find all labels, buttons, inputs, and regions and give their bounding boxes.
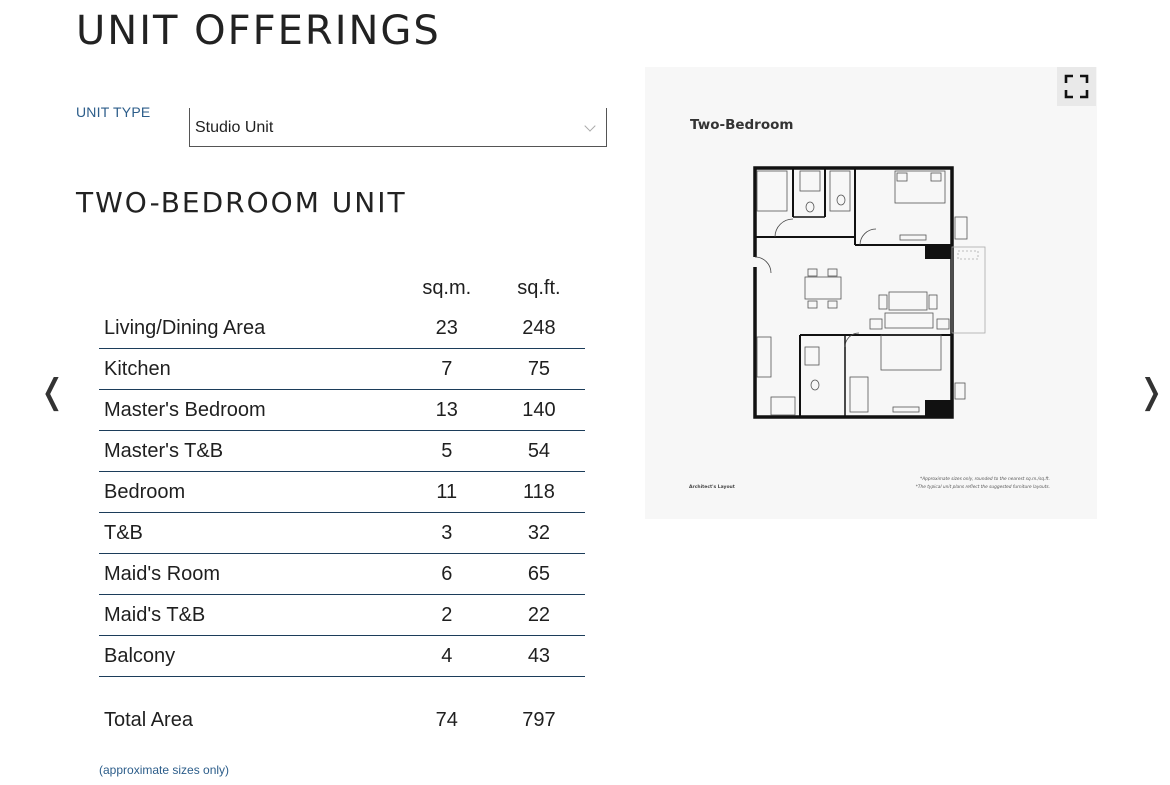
page-title: UNIT OFFERINGS <box>76 8 441 54</box>
floor-plan-furniture <box>757 171 967 415</box>
room-sqft: 140 <box>493 390 585 431</box>
room-sqm: 6 <box>401 554 493 595</box>
architects-layout-label: Architect's Layout <box>689 485 735 490</box>
table-spacer <box>99 677 585 701</box>
table-header-row <box>99 268 585 308</box>
room-sqm: 3 <box>401 513 493 554</box>
chevron-right-icon: ❭ <box>1137 372 1166 412</box>
floor-plan-columns <box>925 245 952 417</box>
total-row <box>99 700 585 740</box>
total-sqm: 74 <box>435 708 458 731</box>
room-name: Bedroom <box>99 472 401 513</box>
floor-plan-walls <box>755 168 952 417</box>
room-sqft: 54 <box>493 431 585 472</box>
room-sqm: 23 <box>401 308 493 349</box>
floor-plan-drawing <box>645 67 1097 519</box>
table-row <box>99 636 585 677</box>
next-slide-button[interactable] <box>1137 372 1166 412</box>
table-row <box>99 513 585 554</box>
floor-plan-image <box>645 67 1097 519</box>
unit-type-label: UNIT TYPE <box>76 104 151 120</box>
room-name: Living/Dining Area <box>99 308 401 349</box>
table-row <box>99 390 585 431</box>
floor-plan-title: Two-Bedroom <box>690 117 794 133</box>
room-sqft: 22 <box>493 595 585 636</box>
floor-plan-doors <box>755 219 876 347</box>
room-sqft: 248 <box>493 308 585 349</box>
room-sqft: 32 <box>493 513 585 554</box>
unit-heading: TWO-BEDROOM UNIT <box>76 186 407 219</box>
table-row <box>99 431 585 472</box>
room-sqm: 13 <box>401 390 493 431</box>
fullscreen-button[interactable] <box>1057 67 1096 106</box>
approximate-sizes-note: (approximate sizes only) <box>99 763 230 777</box>
total-label: Total Area <box>104 708 193 731</box>
expand-icon <box>1057 67 1096 106</box>
room-name: Maid's T&B <box>99 595 401 636</box>
column-header-room <box>99 268 401 308</box>
plan-note-sizes: *Approximate sizes only, rounded to the nearest sq.m./sq.ft. <box>920 477 1050 482</box>
previous-slide-button[interactable] <box>38 372 67 412</box>
room-sqft: 118 <box>493 472 585 513</box>
room-sqm: 4 <box>401 636 493 677</box>
table-row <box>99 554 585 595</box>
room-name: Balcony <box>99 636 401 677</box>
room-sqft: 75 <box>493 349 585 390</box>
room-name: T&B <box>99 513 401 554</box>
room-sqm: 2 <box>401 595 493 636</box>
column-header-sqft: sq.ft. <box>517 276 561 299</box>
chevron-down-icon <box>584 120 595 131</box>
room-sqft: 43 <box>493 636 585 677</box>
room-sqm: 11 <box>401 472 493 513</box>
room-sqm: 7 <box>401 349 493 390</box>
room-name: Master's T&B <box>99 431 401 472</box>
room-name: Kitchen <box>99 349 401 390</box>
column-header-sqm: sq.m. <box>422 276 472 299</box>
room-sqft: 65 <box>493 554 585 595</box>
room-name: Master's Bedroom <box>99 390 401 431</box>
plan-note-furniture: *The typical unit plans reflect the suggested furniture layouts. <box>915 485 1050 490</box>
room-name: Maid's Room <box>99 554 401 595</box>
unit-type-select[interactable] <box>189 108 607 147</box>
table-row <box>99 595 585 636</box>
chevron-left-icon: ❬ <box>38 372 67 412</box>
total-sqft: 797 <box>522 708 556 731</box>
table-row <box>99 349 585 390</box>
table-row <box>99 308 585 349</box>
area-table <box>99 268 585 740</box>
floor-plan-balcony <box>952 247 985 333</box>
room-sqm: 5 <box>401 431 493 472</box>
table-row <box>99 472 585 513</box>
unit-type-selected-value: Studio Unit <box>195 119 274 136</box>
